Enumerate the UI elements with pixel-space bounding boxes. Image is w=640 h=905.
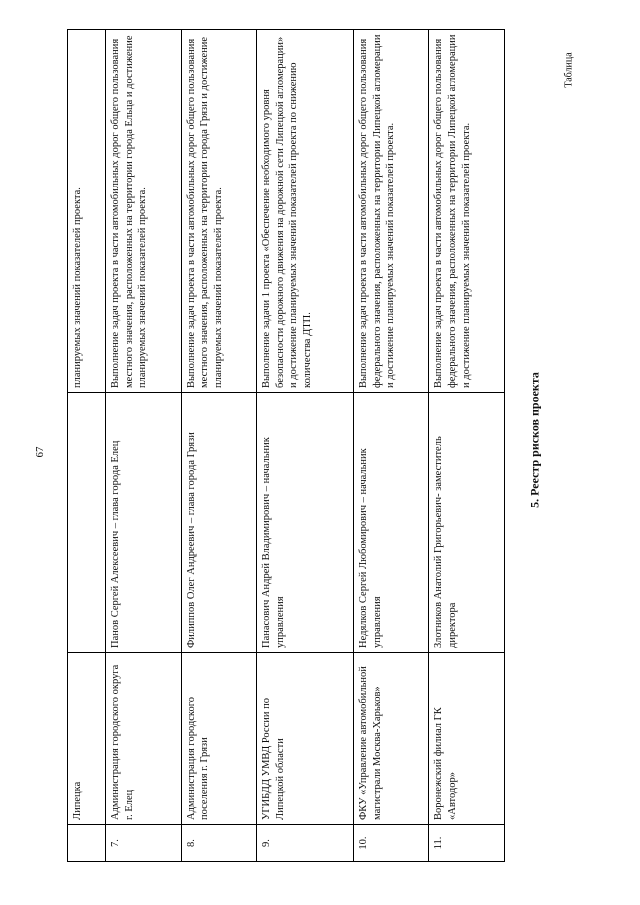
table-cell-task: Выполнение задач проекта в части автомобильных дорог общего пользования федерального значения, расположенных на территории Липецкой агломерации и достижение планируемых значений показателей проекта. (353, 30, 429, 393)
table-cell-num: 11. (429, 825, 505, 862)
table-row (106, 30, 182, 862)
page-number: 67 (34, 446, 46, 458)
table-cell-org: Воронежский филиал ГК «Автодор» (429, 653, 505, 825)
table-cell-num (68, 825, 106, 862)
table-cell-org: Администрация городского округа г. Елец (106, 653, 182, 825)
table-cell-person: Панасович Андрей Владимирович – начальник управления (257, 393, 354, 653)
table-cell-task: Выполнение задачи 1 проекта «Обеспечение необходимого уровня безопасности дорожного движения на дорожной сети Липецкой агломерации» и достижение планируемых значений показателей проекта по снижению количества ДТП. (257, 30, 354, 393)
table-cell-org: ФКУ «Управление автомобильной магистрали Москва-Харьков» (353, 653, 429, 825)
table-cell-task: Выполнение задач проекта в части автомобильных дорог общего пользования федерального значения, расположенных на территории Липецкой агломерации и достижение планируемых значений показателей проекта. (429, 30, 505, 393)
table-cell-task: Выполнение задач проекта в части автомобильных дорог общего пользования местного значения, расположенных на территории города Ельца и достижение планируемых значений показателей проекта. (106, 30, 182, 393)
table-cell-num: 7. (106, 825, 182, 862)
table-cell-person: Панов Сергей Алексеевич – глава города Елец (106, 393, 182, 653)
table-cell-task: планируемых значений показателей проекта. (68, 30, 106, 393)
table-row (353, 30, 429, 862)
table-cell-person (68, 393, 106, 653)
section-heading: 5. Реестр рисков проекта (527, 372, 542, 508)
participants-table-rotated (67, 30, 505, 862)
table-row (257, 30, 354, 862)
table-row (429, 30, 505, 862)
participants-table (67, 29, 505, 862)
table-caption: Таблица (563, 52, 575, 88)
table-row-continuation (68, 30, 106, 862)
table-cell-org: Администрация городского поселения г. Грязи (181, 653, 257, 825)
table-cell-person: Недялков Сергей Любомирович – начальник управления (353, 393, 429, 653)
table-cell-person: Филиппов Олег Андреевич – глава города Грязи (181, 393, 257, 653)
table-cell-num: 8. (181, 825, 257, 862)
table-cell-org: Липецка (68, 653, 106, 825)
table-cell-num: 10. (353, 825, 429, 862)
table-cell-num: 9. (257, 825, 354, 862)
table-cell-person: Злотников Анатолий Григорьевич- заместитель директора (429, 393, 505, 653)
table-row (181, 30, 257, 862)
table-cell-task: Выполнение задач проекта в части автомобильных дорог общего пользования местного значения, расположенных на территории города Грязи и достижение планируемых значений показателей проекта. (181, 30, 257, 393)
table-cell-org: УГИБДД УМВД России по Липецкой области (257, 653, 354, 825)
